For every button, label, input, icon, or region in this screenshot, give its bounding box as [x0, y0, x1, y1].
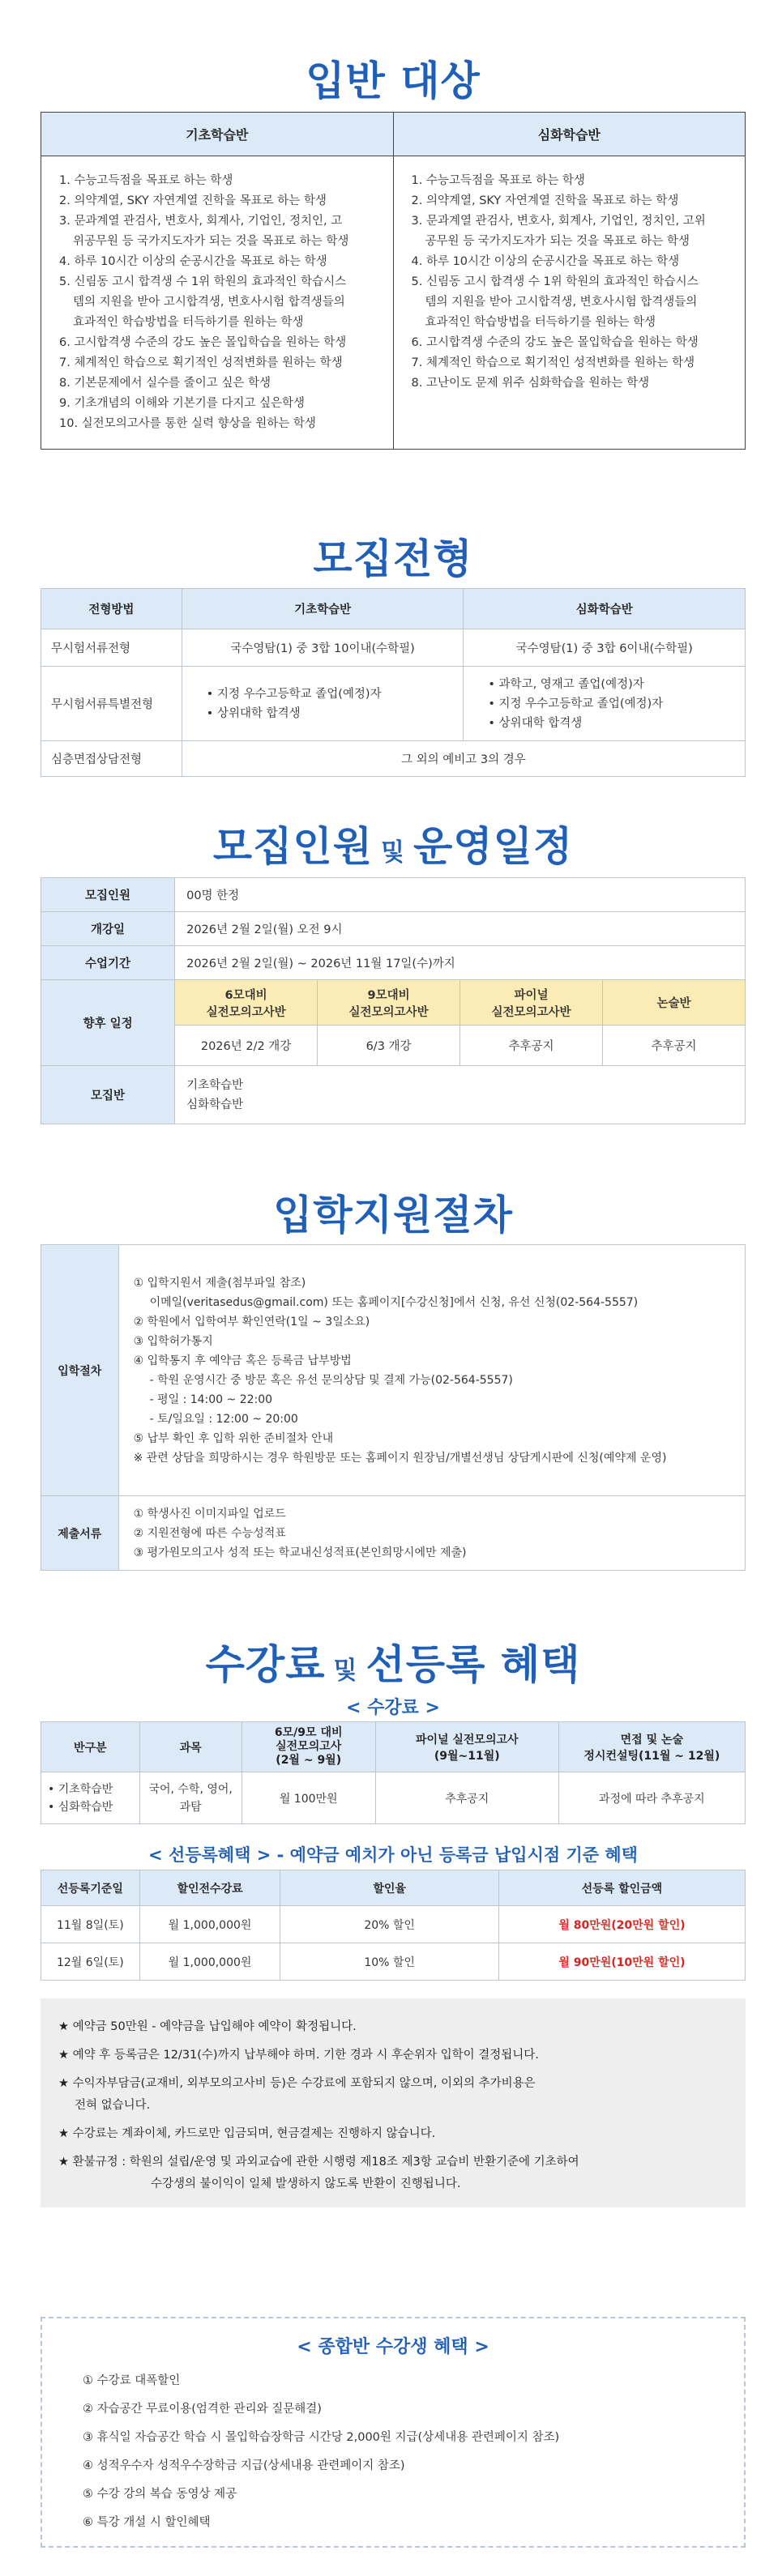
table-cell: 12월 6일(토): [41, 1943, 140, 1981]
note-line: 전혀 없습니다.: [75, 2099, 151, 2112]
list-item: 효과적인 학습방법을 터득하기를 원하는 학생: [73, 316, 304, 329]
list-item: 6. 고시합격생 수준의 강도 높은 몰입학습을 원하는 학생: [411, 336, 699, 349]
row-label: 개강일: [41, 912, 175, 946]
col-header: 전형방법: [41, 589, 182, 629]
note-line: ★ 예약 후 등록금은 12/31(수)까지 납부해야 하며. 기한 경과 시 후순위자 입학이 결정됩니다.: [58, 2049, 539, 2062]
basic-list-cell: [41, 156, 394, 450]
section-target: [41, 49, 746, 450]
notes-box: [41, 1998, 746, 2207]
proc-line: ※ 관련 상담을 희망하시는 경우 학원방문 또는 홈페이지 원장님/개별선생님 상담게시판에 신청(예약제 운영): [133, 1451, 667, 1465]
benefit-item: ⑥ 특강 개설 시 할인혜택: [83, 2516, 211, 2529]
table-cell: 과정에 따라 추후공지: [558, 1772, 745, 1824]
row-label: 모집반: [41, 1066, 175, 1124]
table-cell: 2026년 2월 2일(월) ~ 2026년 11월 17일(수)까지: [175, 946, 746, 980]
list-item: 7. 체계적인 학습으로 획기적인 성적변화를 원하는 학생: [59, 356, 343, 369]
col-header: 심화학습반: [464, 589, 746, 629]
col-basic-header: 기초학습반: [41, 113, 394, 156]
section-title: 입반 대상: [306, 58, 481, 104]
col-header: 반구분: [41, 1722, 140, 1772]
section-title: 모집전형: [313, 535, 473, 582]
table-cell: [118, 1245, 745, 1496]
docs-line: ② 지원전형에 따른 수능성적표: [133, 1526, 286, 1540]
application-table: [41, 1244, 746, 1571]
benefit-item: ③ 휴식일 자습공간 학습 시 몰입학습장학금 시간당 2,000원 지급(상세내용 관련페이지 참조): [83, 2431, 560, 2444]
schedule-value: 추후공지: [603, 1026, 746, 1066]
bullet-item: • 상위대학 합격생: [206, 706, 301, 720]
row-label: 무시험서류특별전형: [41, 667, 182, 741]
schedule-head: 6모대비 실전모의고사반: [175, 980, 318, 1026]
table-cell: 월 90만원(10만원 할인): [498, 1943, 745, 1981]
basic-list: [59, 171, 375, 434]
benefits-title: < 종합반 수강생 혜택 >: [297, 2337, 489, 2357]
schedule-value: 추후공지: [460, 1026, 603, 1066]
schedule-head: 파이널 실전모의고사반: [460, 980, 603, 1026]
benefits-list: [66, 2367, 720, 2537]
early-table: [41, 1870, 746, 1981]
list-item: 9. 기초개념의 이해와 기본기를 다지고 싶은학생: [59, 397, 306, 410]
schedule-value: 6/3 개강: [318, 1026, 460, 1066]
advanced-list-cell: [393, 156, 746, 450]
title-part: 운영일정: [413, 823, 574, 870]
class-item: • 심화학습반: [48, 1800, 113, 1814]
list-item: 8. 고난이도 문제 위주 심화학습을 원하는 학생: [411, 377, 650, 390]
proc-line: - 평일 : 14:00 ~ 22:00: [149, 1392, 273, 1406]
col-header: 과목: [139, 1722, 242, 1772]
table-cell: 월 100만원: [242, 1772, 375, 1824]
fee-table: [41, 1721, 746, 1824]
proc-line: ④ 입학통지 후 예약금 혹은 등록금 납부방법: [133, 1354, 352, 1367]
row-label: 무시험서류전형: [41, 629, 182, 667]
col-header: 선등록기준일: [41, 1870, 140, 1906]
table-cell: 그 외의 예비고 3의 경우: [182, 741, 745, 777]
proc-line: - 토/일요일 : 12:00 ~ 20:00: [149, 1412, 298, 1426]
title-and: 및: [333, 1657, 358, 1685]
list-item: 템의 지원을 받아 고시합격생, 변호사시험 합격생들의: [73, 296, 345, 309]
row-label: 모집인원: [41, 878, 175, 912]
schedule-table: [41, 877, 746, 1124]
table-cell: [182, 667, 464, 741]
title-and: 및: [381, 838, 405, 867]
list-item: 2. 의약계열, SKY 자연계열 진학을 목표로 하는 학생: [59, 194, 327, 207]
admission-table: [41, 588, 746, 777]
proc-line: - 학원 운영시간 중 방문 혹은 유선 문의상담 및 결제 가능(02-564-5557): [149, 1373, 513, 1387]
col-header: 할인율: [280, 1870, 498, 1906]
section-recruit-schedule: [41, 814, 746, 1124]
list-item: 효과적인 학습방법을 터득하기를 원하는 학생: [425, 316, 656, 329]
proc-line: ⑤ 납부 확인 후 입학 위한 준비절차 안내: [133, 1431, 334, 1445]
list-item: 1. 수능고득점을 목표로 하는 학생: [411, 174, 585, 187]
table-cell: 월 80만원(20만원 할인): [498, 1906, 745, 1943]
fee-subtitle: < 수강료 >: [346, 1698, 440, 1718]
row-label: 향후 일정: [41, 980, 175, 1066]
benefit-item: ⑤ 수강 강의 복습 동영상 제공: [83, 2488, 237, 2501]
list-item: 공무원 등 국가지도자가 되는 것을 목표로 하는 학생: [425, 235, 690, 248]
target-table: [41, 112, 746, 450]
benefit-item: ② 자습공간 무료이용(엄격한 관리와 질문해결): [83, 2403, 322, 2416]
table-cell: 10% 할인: [280, 1943, 498, 1981]
list-item: 7. 체계적인 학습으로 획기적인 성적변화를 원하는 학생: [411, 356, 695, 369]
bullet-item: • 상위대학 합격생: [488, 716, 583, 730]
list-item: 5. 신림동 고시 합격생 수 1위 학원의 효과적인 학습시스: [411, 275, 699, 288]
table-cell: 국어, 수학, 영어, 과탐: [139, 1772, 242, 1824]
list-item: 위공무원 등 국가지도자가 되는 것을 목표로 하는 학생: [73, 235, 349, 248]
docs-line: ① 학생사진 이미지파일 업로드: [133, 1507, 286, 1520]
table-cell: 월 1,000,000원: [139, 1906, 280, 1943]
section-title: [41, 1632, 746, 1689]
table-cell: [175, 1066, 746, 1124]
list-item: 4. 하루 10시간 이상의 순공시간을 목표로 하는 학생: [411, 255, 680, 268]
col-header: 할인전수강료: [139, 1870, 280, 1906]
note-line: ★ 환불규정 : 학원의 설립/운영 및 과외교습에 관한 시행령 제18조 제3항 교습비 반환기준에 기초하여: [58, 2156, 579, 2169]
table-cell: 00명 한정: [175, 878, 746, 912]
table-cell: 11월 8일(토): [41, 1906, 140, 1943]
row-label: 수업기간: [41, 946, 175, 980]
table-cell: 국수영탐(1) 중 3합 10이내(수학필): [182, 629, 464, 667]
class-item: • 기초학습반: [48, 1782, 113, 1796]
section-admission-type: [41, 527, 746, 777]
title-part: 모집인원: [212, 823, 373, 870]
list-item: 4. 하루 10시간 이상의 순공시간을 목표로 하는 학생: [59, 255, 327, 268]
list-item: 템의 지원을 받아 고시합격생, 변호사시험 합격생들의: [425, 296, 698, 309]
list-item: 3. 문과계열 관검사, 변호사, 회계사, 기업인, 정치인, 고: [59, 215, 343, 228]
schedule-head: 9모대비 실전모의고사반: [318, 980, 460, 1026]
bullet-item: • 지정 우수고등학교 졸업(예정)자: [206, 687, 382, 701]
row-label: 제출서류: [41, 1496, 119, 1571]
early-subtitle: < 선등록혜택 > - 예약금 예치가 아닌 등록금 납입시점 기준 혜택: [148, 1845, 638, 1865]
class-item: 기초학습반: [186, 1078, 244, 1092]
table-cell: [118, 1496, 745, 1571]
table-cell: [41, 1772, 140, 1824]
benefit-item: ④ 성적우수자 성적우수장학금 지급(상세내용 관련페이지 참조): [83, 2459, 405, 2472]
row-label: 입학절차: [41, 1245, 119, 1496]
bullet-item: • 지정 우수고등학교 졸업(예정)자: [488, 697, 664, 710]
table-cell: [464, 667, 746, 741]
advanced-list: [412, 171, 728, 394]
bullet-item: • 과학고, 영재고 졸업(예정)자: [488, 677, 644, 691]
section-application: [41, 1183, 746, 1571]
note-line: ★ 수강료는 계좌이체, 카드로만 입금되며, 현금결제는 진행하지 않습니다.: [58, 2127, 436, 2140]
benefit-item: ① 수강료 대폭할인: [83, 2374, 181, 2387]
list-item: 1. 수능고득점을 목표로 하는 학생: [59, 174, 233, 187]
row-label: 심층면접상담전형: [41, 741, 182, 777]
col-header: 면접 및 논술 정시컨설팅(11월 ~ 12월): [558, 1722, 745, 1772]
list-item: 2. 의약계열, SKY 자연계열 진학을 목표로 하는 학생: [411, 194, 679, 207]
table-cell: 추후공지: [375, 1772, 558, 1824]
col-header: 기초학습반: [182, 589, 464, 629]
section-title: [41, 814, 746, 871]
proc-line: ② 학원에서 입학여부 확인연락(1일 ~ 3일소요): [133, 1315, 370, 1329]
section-fees: [41, 1632, 746, 2207]
note-line: 수강생의 불이익이 일체 발생하지 않도록 반환이 진행됩니다.: [151, 2177, 461, 2190]
list-item: 3. 문과계열 관검사, 변호사, 회계사, 기업인, 정치인, 고위: [411, 215, 706, 228]
benefits-box: [41, 2317, 746, 2548]
col-header: 6모/9모 대비 실전모의고사 (2월 ~ 9월): [242, 1722, 375, 1772]
schedule-head: 논술반: [603, 980, 746, 1026]
col-header: 선등록 할인금액: [498, 1870, 745, 1906]
list-item: 8. 기본문제에서 실수를 줄이고 싶은 학생: [59, 377, 271, 390]
table-cell: 2026년 2월 2일(월) 오전 9시: [175, 912, 746, 946]
list-item: 6. 고시합격생 수준의 강도 높은 몰입학습을 원하는 학생: [59, 336, 347, 349]
title-part: 수강료: [205, 1641, 326, 1688]
table-cell: 국수영탐(1) 중 3합 6이내(수학필): [464, 629, 746, 667]
note-line: ★ 예약금 50만원 - 예약금을 납입해야 예약이 확정됩니다.: [58, 2020, 357, 2033]
section-title: 입학지원절차: [273, 1192, 513, 1239]
proc-line: 이메일(veritasedus@gmail.com) 또는 홈페이지[수강신청]에서 신청, 유선 신청(02-564-5557): [149, 1295, 639, 1309]
note-line: ★ 수익자부담금(교재비, 외부모의고사비 등)은 수강료에 포함되지 않으며, 이외의 추가비용은: [58, 2077, 536, 2090]
table-cell: 20% 할인: [280, 1906, 498, 1943]
col-header: 파이널 실전모의고사 (9월~11월): [375, 1722, 558, 1772]
title-part: 선등록 혜택: [365, 1641, 581, 1688]
proc-line: ① 입학지원서 제출(첨부파일 참조): [133, 1276, 306, 1290]
class-item: 심화학습반: [186, 1098, 244, 1111]
col-advanced-header: 심화학습반: [393, 113, 746, 156]
list-item: 10. 실전모의고사를 통한 실력 향상을 원하는 학생: [59, 417, 316, 430]
schedule-value: 2026년 2/2 개강: [175, 1026, 318, 1066]
table-cell: 월 1,000,000원: [139, 1943, 280, 1981]
proc-line: ③ 입학허가통지: [133, 1334, 213, 1348]
list-item: 5. 신림동 고시 합격생 수 1위 학원의 효과적인 학습시스: [59, 275, 347, 288]
docs-line: ③ 평가원모의고사 성적 또는 학교내신성적표(본인희망시에만 제출): [133, 1546, 467, 1559]
